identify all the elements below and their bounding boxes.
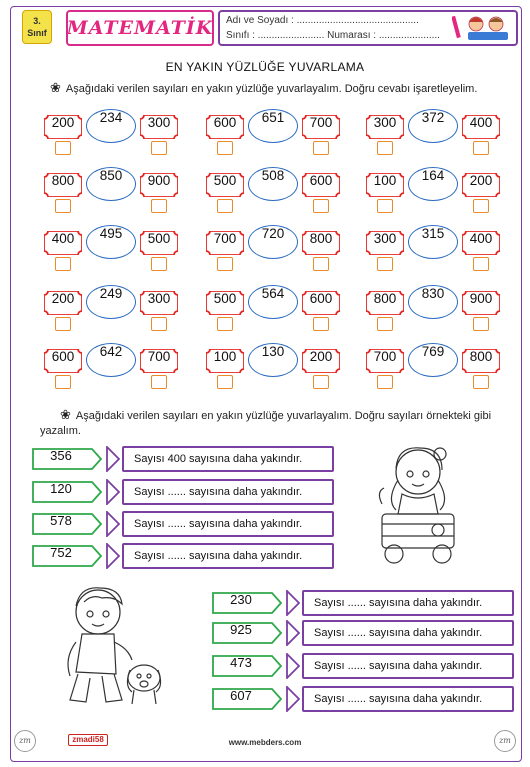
left-hundred-box [206, 231, 244, 255]
left-hundred-value: 300 [373, 115, 397, 130]
number-tag [212, 622, 282, 644]
right-hundred-value: 800 [469, 349, 493, 364]
subject-title: MATEMATİK [66, 17, 214, 39]
left-hundred-value: 800 [373, 291, 397, 306]
right-hundred-value: 300 [147, 291, 171, 306]
left-hundred-value: 600 [51, 349, 75, 364]
left-hundred-box [206, 291, 244, 315]
left-answer-checkbox[interactable] [217, 375, 233, 389]
instruction-1 [50, 80, 477, 97]
right-hundred-box [140, 231, 178, 255]
left-answer-checkbox[interactable] [377, 257, 393, 271]
target-number-oval: 564 [248, 285, 298, 319]
left-hundred-value: 100 [373, 173, 397, 188]
target-number-oval: 830 [408, 285, 458, 319]
left-answer-checkbox[interactable] [377, 199, 393, 213]
right-hundred-value: 200 [309, 349, 333, 364]
right-answer-checkbox[interactable] [151, 375, 167, 389]
answer-sentence-field[interactable]: Sayısı ...... sayısına daha yakındır. [302, 590, 514, 616]
right-answer-checkbox[interactable] [313, 141, 329, 155]
right-answer-checkbox[interactable] [151, 317, 167, 331]
number-tag [32, 513, 102, 535]
right-hundred-box [462, 231, 500, 255]
number-tag [32, 481, 102, 503]
left-answer-checkbox[interactable] [217, 257, 233, 271]
right-hundred-box [302, 115, 340, 139]
target-number-oval: 315 [408, 225, 458, 259]
right-hundred-box [140, 291, 178, 315]
left-hundred-value: 400 [51, 231, 75, 246]
left-hundred-value: 200 [51, 291, 75, 306]
target-number-oval: 651 [248, 109, 298, 143]
target-number-oval: 249 [86, 285, 136, 319]
right-answer-checkbox[interactable] [313, 375, 329, 389]
left-answer-checkbox[interactable] [217, 317, 233, 331]
left-answer-checkbox[interactable] [55, 375, 71, 389]
right-hundred-value: 900 [147, 173, 171, 188]
left-hundred-box [206, 349, 244, 373]
left-hundred-box [366, 291, 404, 315]
target-number-oval: 769 [408, 343, 458, 377]
left-hundred-value: 800 [51, 173, 75, 188]
answer-sentence-field[interactable]: Sayısı ...... sayısına daha yakındır. [302, 653, 514, 679]
rounding-group [44, 341, 182, 391]
left-hundred-box [366, 231, 404, 255]
left-answer-checkbox[interactable] [217, 141, 233, 155]
name-field[interactable]: Adı ve Soyadı : ............................................ [226, 15, 419, 26]
right-hundred-box [302, 291, 340, 315]
arrow-icon [106, 543, 120, 569]
number-value: 120 [50, 481, 72, 496]
target-number-oval: 234 [86, 109, 136, 143]
rounding-group [44, 283, 182, 333]
grade-label: Sınıf [27, 28, 47, 38]
right-answer-checkbox[interactable] [313, 199, 329, 213]
left-answer-checkbox[interactable] [55, 199, 71, 213]
right-hundred-value: 900 [469, 291, 493, 306]
number-tag [212, 688, 282, 710]
right-hundred-value: 300 [147, 115, 171, 130]
instruction-2-text: Aşağıdaki verilen sayıları en yakın yüzlüğe yuvarlayalım. Doğru sayıları örnekteki gibi yazalım. [40, 410, 492, 437]
girl-with-cart-illustration [368, 440, 464, 570]
right-hundred-value: 400 [469, 115, 493, 130]
answer-sentence-field[interactable]: Sayısı ...... sayısına daha yakındır. [302, 686, 514, 712]
left-answer-checkbox[interactable] [55, 141, 71, 155]
right-answer-checkbox[interactable] [151, 257, 167, 271]
rounding-group [206, 107, 344, 157]
right-hundred-value: 600 [309, 291, 333, 306]
rounding-group [366, 283, 504, 333]
right-answer-checkbox[interactable] [473, 199, 489, 213]
left-hundred-box [44, 291, 82, 315]
right-hundred-box [462, 349, 500, 373]
target-number-oval: 508 [248, 167, 298, 201]
rounding-group [44, 223, 182, 273]
arrow-icon [286, 653, 300, 679]
subject-title-box [66, 10, 214, 46]
left-hundred-value: 500 [213, 291, 237, 306]
right-answer-checkbox[interactable] [313, 317, 329, 331]
number-value: 607 [230, 688, 252, 703]
right-hundred-value: 600 [309, 173, 333, 188]
left-hundred-box [44, 173, 82, 197]
target-number-oval: 164 [408, 167, 458, 201]
flower-bullet-icon: ❀ [60, 407, 71, 422]
rounding-group [206, 341, 344, 391]
rounding-group [366, 107, 504, 157]
class-number-field[interactable]: Sınıfı : ........................ Numarası : ...................... [226, 30, 440, 41]
number-value: 578 [50, 513, 72, 528]
right-hundred-value: 400 [469, 231, 493, 246]
answer-sentence-field[interactable]: Sayısı ...... sayısına daha yakındır. [122, 479, 334, 505]
rounding-group [206, 283, 344, 333]
grade-number: 3. [33, 16, 41, 26]
right-hundred-value: 800 [309, 231, 333, 246]
left-answer-checkbox[interactable] [217, 199, 233, 213]
number-tag [212, 592, 282, 614]
arrow-icon [286, 590, 300, 616]
arrow-icon [286, 620, 300, 646]
left-answer-checkbox[interactable] [55, 257, 71, 271]
right-hundred-value: 200 [469, 173, 493, 188]
left-hundred-value: 600 [213, 115, 237, 130]
document-code: zmadi58 [68, 734, 108, 746]
left-hundred-value: 200 [51, 115, 75, 130]
left-answer-checkbox[interactable] [55, 317, 71, 331]
right-answer-checkbox[interactable] [473, 317, 489, 331]
target-number-oval: 372 [408, 109, 458, 143]
grade-badge [22, 10, 52, 44]
instruction-1-text: Aşağıdaki verilen sayıları en yakın yüzlüğe yuvarlayalım. Doğru cevabı işaretleyelim. [65, 83, 478, 95]
boy-with-dog-illustration [56, 582, 168, 707]
left-answer-checkbox[interactable] [377, 141, 393, 155]
left-hundred-box [366, 349, 404, 373]
left-hundred-box [44, 231, 82, 255]
number-value: 356 [50, 448, 72, 463]
number-value: 752 [50, 545, 72, 560]
right-hundred-value: 500 [147, 231, 171, 246]
rounding-group [44, 107, 182, 157]
rounding-group [44, 165, 182, 215]
number-tag [32, 448, 102, 470]
left-hundred-value: 500 [213, 173, 237, 188]
arrow-icon [106, 511, 120, 537]
right-hundred-box [302, 349, 340, 373]
right-answer-checkbox[interactable] [151, 199, 167, 213]
left-hundred-value: 300 [373, 231, 397, 246]
number-tag [212, 655, 282, 677]
target-number-oval: 850 [86, 167, 136, 201]
left-hundred-box [366, 115, 404, 139]
number-tag [32, 545, 102, 567]
left-hundred-value: 700 [213, 231, 237, 246]
rounding-group [366, 341, 504, 391]
arrow-icon [286, 686, 300, 712]
right-hundred-box [302, 173, 340, 197]
number-value: 230 [230, 592, 252, 607]
left-hundred-value: 100 [213, 349, 237, 364]
right-hundred-box [140, 173, 178, 197]
arrow-icon [106, 479, 120, 505]
left-hundred-box [206, 173, 244, 197]
left-answer-checkbox[interactable] [377, 317, 393, 331]
rounding-group [366, 165, 504, 215]
answer-sentence-field[interactable]: Sayısı ...... sayısına daha yakındır. [122, 543, 334, 569]
right-hundred-box [140, 115, 178, 139]
right-hundred-box [140, 349, 178, 373]
right-answer-checkbox[interactable] [473, 257, 489, 271]
left-hundred-box [366, 173, 404, 197]
target-number-oval: 642 [86, 343, 136, 377]
target-number-oval: 720 [248, 225, 298, 259]
number-value: 925 [230, 622, 252, 637]
right-hundred-box [462, 173, 500, 197]
right-answer-checkbox[interactable] [313, 257, 329, 271]
left-hundred-box [44, 115, 82, 139]
right-hundred-value: 700 [147, 349, 171, 364]
left-answer-checkbox[interactable] [377, 375, 393, 389]
corner-logo-left: zm [14, 730, 36, 752]
answer-sentence-field[interactable]: Sayısı 400 sayısına daha yakındır. [122, 446, 334, 472]
rounding-group [206, 223, 344, 273]
target-number-oval: 130 [248, 343, 298, 377]
right-hundred-value: 700 [309, 115, 333, 130]
number-value: 473 [230, 655, 252, 670]
corner-logo-right: zm [494, 730, 516, 752]
answer-sentence-field[interactable]: Sayısı ...... sayısına daha yakındır. [302, 620, 514, 646]
section-heading: EN YAKIN YÜZLÜĞE YUVARLAMA [165, 60, 365, 74]
right-hundred-box [302, 231, 340, 255]
footer-website[interactable]: www.mebders.com [228, 738, 302, 747]
kids-studying-icon [452, 12, 514, 42]
left-hundred-box [44, 349, 82, 373]
rounding-group [206, 165, 344, 215]
right-hundred-box [462, 115, 500, 139]
right-hundred-box [462, 291, 500, 315]
right-answer-checkbox[interactable] [473, 375, 489, 389]
answer-sentence-field[interactable]: Sayısı ...... sayısına daha yakındır. [122, 511, 334, 537]
left-hundred-box [206, 115, 244, 139]
arrow-icon [106, 446, 120, 472]
flower-bullet-icon: ❀ [50, 80, 61, 95]
left-hundred-value: 700 [373, 349, 397, 364]
right-answer-checkbox[interactable] [151, 141, 167, 155]
instruction-2 [40, 407, 510, 439]
rounding-group [366, 223, 504, 273]
right-answer-checkbox[interactable] [473, 141, 489, 155]
target-number-oval: 495 [86, 225, 136, 259]
